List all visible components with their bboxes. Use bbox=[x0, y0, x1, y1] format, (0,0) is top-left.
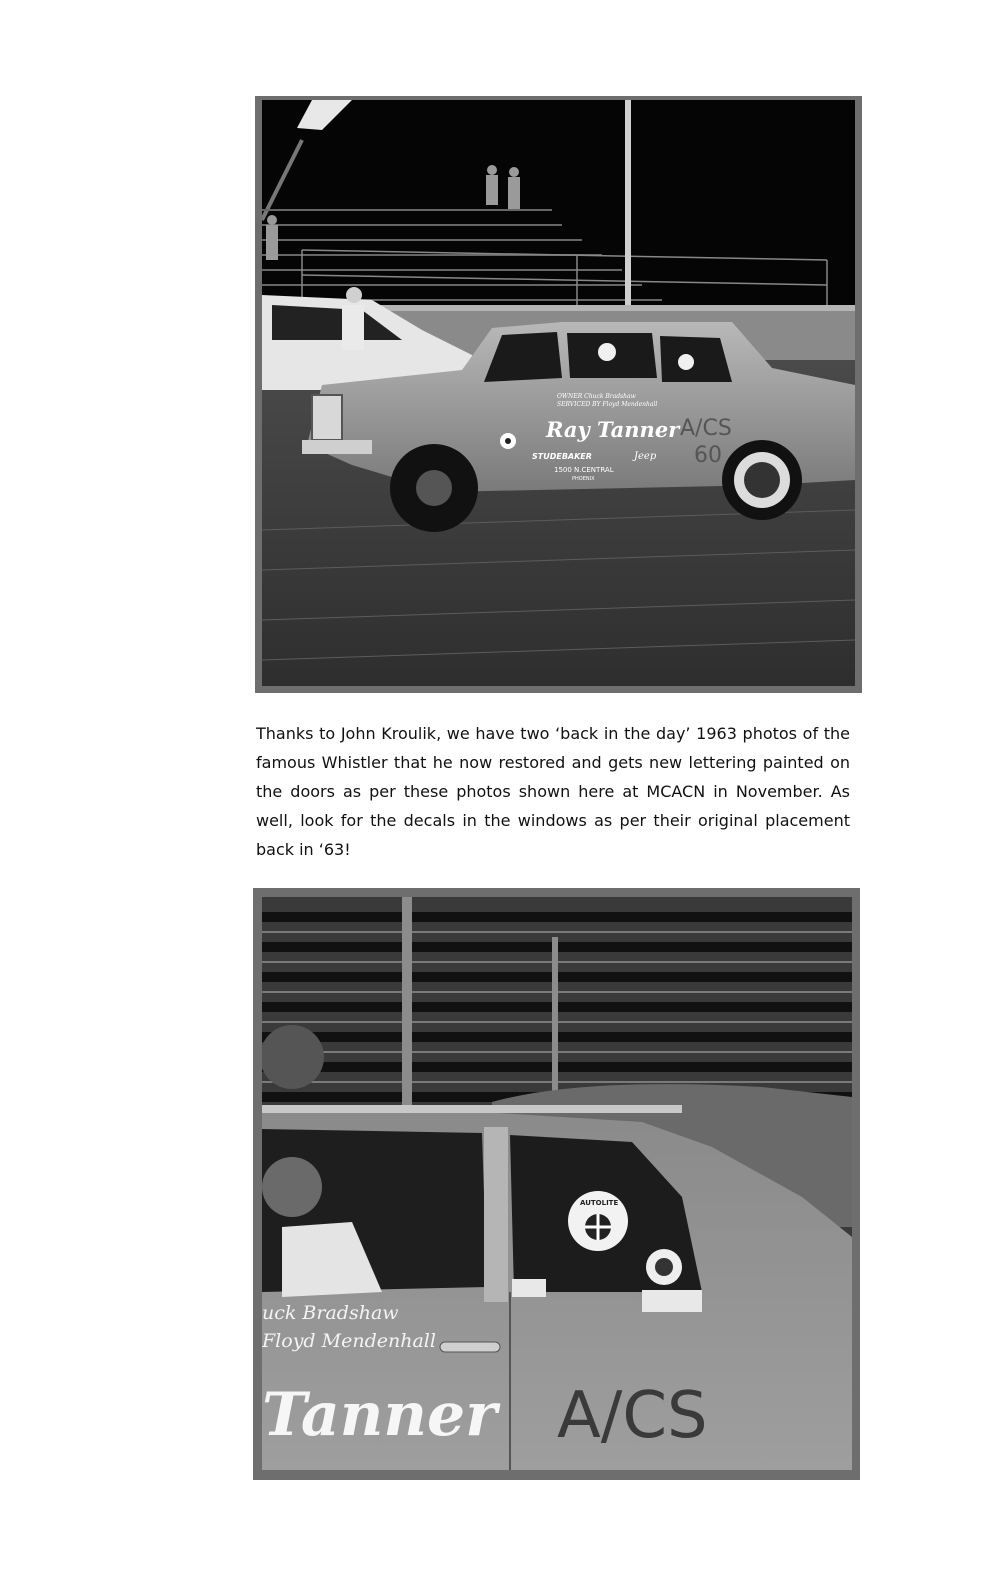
door-class-number: 60 bbox=[694, 443, 722, 468]
caption-paragraph: Thanks to John Kroulik, we have two ‘back in the day’ 1963 photos of the famous Whistler that he now restored and gets new lettering painted on the doors as per these photos shown here at MCACN in November. As well, look for the decals in the windows as per their original placement back in ‘63! bbox=[256, 724, 850, 859]
door-class-acs-closeup: A/CS bbox=[557, 1379, 708, 1453]
photo-top-frame bbox=[255, 96, 862, 693]
door-city: PHOENIX bbox=[572, 476, 595, 482]
car-closeup-scene bbox=[262, 897, 852, 1470]
door-name-tanner-closeup: Tanner bbox=[262, 1380, 497, 1450]
photo-bottom-frame bbox=[253, 888, 860, 1480]
photo-bottom bbox=[262, 897, 852, 1470]
door-class-acs: A/CS bbox=[680, 416, 732, 441]
decal-autolite-label: AUTOLITE bbox=[580, 1199, 619, 1207]
door-address: 1500 N.CENTRAL bbox=[554, 466, 614, 474]
drag-race-scene bbox=[262, 100, 855, 686]
door-brand-studebaker: STUDEBAKER bbox=[532, 452, 592, 461]
door-name-ray-tanner: Ray Tanner bbox=[546, 417, 680, 442]
door-serviced-line-closeup: Floyd Mendenhall bbox=[262, 1330, 436, 1352]
door-owner-line-closeup: uck Bradshaw bbox=[262, 1302, 399, 1324]
photo-top bbox=[262, 100, 855, 686]
door-owner-line: OWNER Chuck Bradshaw bbox=[557, 393, 636, 400]
door-serviced-line: SERVICED BY Floyd Mendenhall bbox=[557, 401, 658, 408]
door-brand-jeep: Jeep bbox=[634, 451, 657, 462]
